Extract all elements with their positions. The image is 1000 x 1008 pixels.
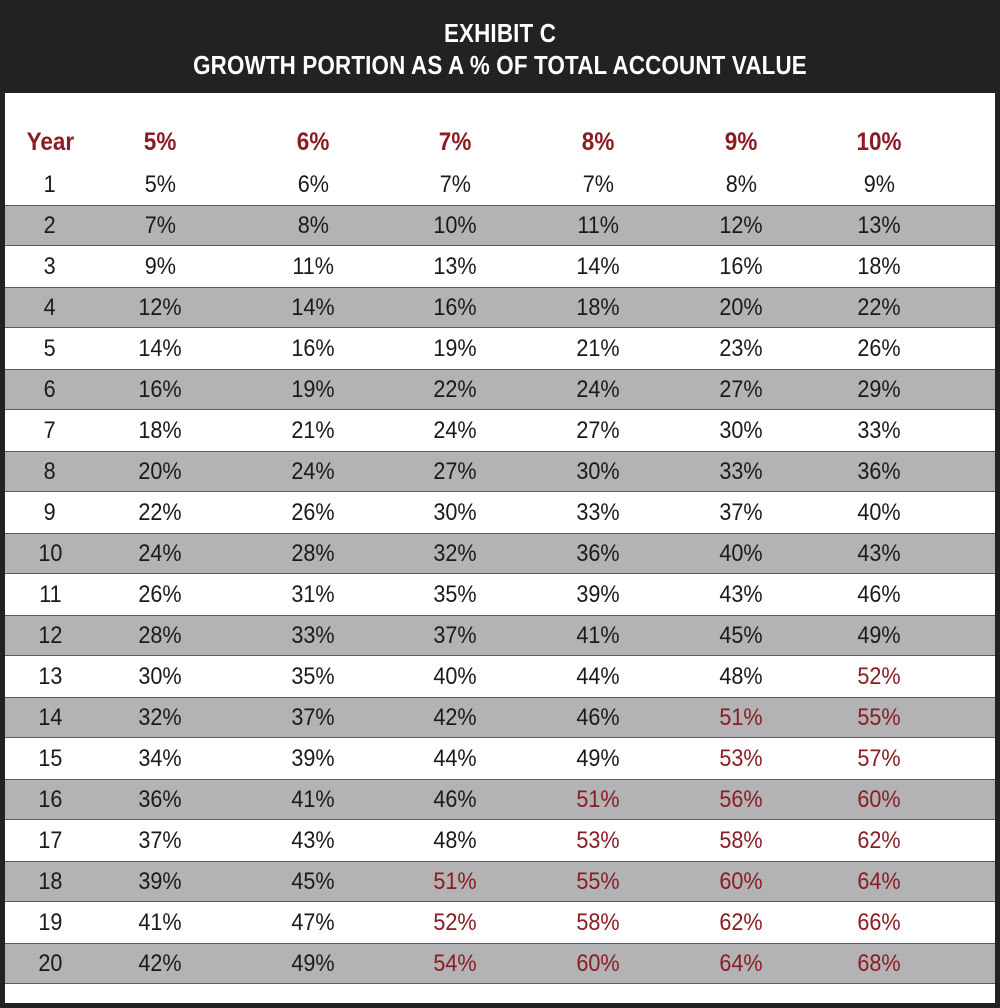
value-cell: 37%	[433, 621, 477, 649]
value-cell: 32%	[138, 703, 182, 731]
value-cell: 58%	[576, 908, 620, 936]
year-cell: 13	[37, 662, 63, 690]
value-cell: 46%	[576, 703, 620, 731]
value-cell: 22%	[138, 498, 182, 526]
column-header-rate: 8%	[581, 127, 615, 156]
value-cell: 19%	[291, 375, 335, 403]
value-cell: 68%	[857, 949, 901, 977]
value-cell: 30%	[433, 498, 477, 526]
value-cell: 49%	[857, 621, 901, 649]
value-cell: 60%	[576, 949, 620, 977]
value-cell: 14%	[576, 252, 620, 280]
value-cell: 16%	[433, 293, 477, 321]
year-cell: 18	[37, 867, 63, 895]
value-cell: 28%	[291, 539, 335, 567]
value-cell: 12%	[719, 211, 763, 239]
value-cell: 30%	[138, 662, 182, 690]
value-cell: 13%	[857, 211, 901, 239]
value-cell: 43%	[719, 580, 763, 608]
table-row	[5, 164, 995, 205]
value-cell: 11%	[577, 211, 619, 239]
value-cell: 20%	[138, 457, 182, 485]
value-cell: 36%	[857, 457, 901, 485]
value-cell: 16%	[719, 252, 763, 280]
value-cell: 40%	[719, 539, 763, 567]
column-header-year: Year	[26, 127, 74, 156]
value-cell: 49%	[291, 949, 335, 977]
value-cell: 41%	[576, 621, 620, 649]
value-cell: 19%	[433, 334, 477, 362]
value-cell: 27%	[576, 416, 620, 444]
value-cell: 30%	[719, 416, 763, 444]
value-cell: 16%	[291, 334, 335, 362]
value-cell: 62%	[857, 826, 901, 854]
value-cell: 21%	[576, 334, 620, 362]
table-row	[5, 738, 995, 779]
value-cell: 44%	[576, 662, 620, 690]
year-cell: 6	[43, 375, 57, 403]
value-cell: 5%	[144, 170, 176, 198]
value-cell: 60%	[857, 785, 901, 813]
year-cell: 12	[37, 621, 63, 649]
value-cell: 34%	[138, 744, 182, 772]
table-row	[5, 246, 995, 287]
growth-table	[5, 120, 995, 984]
value-cell: 37%	[291, 703, 335, 731]
year-cell: 9	[43, 498, 57, 526]
value-cell: 35%	[291, 662, 335, 690]
table-row	[5, 615, 995, 656]
value-cell: 28%	[138, 621, 182, 649]
value-cell: 48%	[433, 826, 477, 854]
table-row	[5, 697, 995, 738]
value-cell: 16%	[138, 375, 182, 403]
year-cell: 15	[37, 744, 63, 772]
table-row	[5, 779, 995, 820]
value-cell: 52%	[857, 662, 901, 690]
value-cell: 33%	[719, 457, 763, 485]
value-cell: 62%	[719, 908, 763, 936]
value-cell: 43%	[291, 826, 335, 854]
column-header-rate: 6%	[296, 127, 330, 156]
table-row	[5, 369, 995, 410]
value-cell: 24%	[576, 375, 620, 403]
value-cell: 51%	[719, 703, 763, 731]
column-header-rate: 7%	[438, 127, 472, 156]
table-row	[5, 533, 995, 574]
value-cell: 26%	[291, 498, 335, 526]
value-cell: 48%	[719, 662, 763, 690]
value-cell: 53%	[719, 744, 763, 772]
year-cell: 3	[43, 252, 57, 280]
value-cell: 52%	[433, 908, 477, 936]
value-cell: 36%	[138, 785, 182, 813]
value-cell: 64%	[719, 949, 763, 977]
value-cell: 46%	[857, 580, 901, 608]
value-cell: 18%	[857, 252, 901, 280]
value-cell: 18%	[138, 416, 182, 444]
value-cell: 53%	[576, 826, 620, 854]
value-cell: 31%	[291, 580, 335, 608]
value-cell: 54%	[433, 949, 477, 977]
value-cell: 11%	[292, 252, 334, 280]
value-cell: 60%	[719, 867, 763, 895]
table-row	[5, 861, 995, 902]
value-cell: 27%	[719, 375, 763, 403]
value-cell: 40%	[433, 662, 477, 690]
value-cell: 44%	[433, 744, 477, 772]
value-cell: 14%	[138, 334, 182, 362]
value-cell: 13%	[433, 252, 477, 280]
value-cell: 41%	[138, 908, 182, 936]
table-row	[5, 328, 995, 369]
value-cell: 26%	[857, 334, 901, 362]
table-row	[5, 574, 995, 615]
value-cell: 14%	[291, 293, 335, 321]
year-cell: 2	[43, 211, 57, 239]
value-cell: 8%	[297, 211, 329, 239]
value-cell: 57%	[857, 744, 901, 772]
year-cell: 5	[43, 334, 57, 362]
value-cell: 33%	[576, 498, 620, 526]
value-cell: 20%	[719, 293, 763, 321]
value-cell: 45%	[719, 621, 763, 649]
value-cell: 7%	[582, 170, 614, 198]
column-header-rate: 5%	[143, 127, 177, 156]
value-cell: 42%	[138, 949, 182, 977]
value-cell: 22%	[433, 375, 477, 403]
value-cell: 12%	[138, 293, 182, 321]
value-cell: 56%	[719, 785, 763, 813]
value-cell: 40%	[857, 498, 901, 526]
table-row	[5, 943, 995, 984]
value-cell: 39%	[138, 867, 182, 895]
column-header-rate: 9%	[724, 127, 758, 156]
table-row	[5, 451, 995, 492]
value-cell: 37%	[138, 826, 182, 854]
value-cell: 58%	[719, 826, 763, 854]
value-cell: 27%	[433, 457, 477, 485]
value-cell: 64%	[857, 867, 901, 895]
value-cell: 45%	[291, 867, 335, 895]
value-cell: 24%	[291, 457, 335, 485]
value-cell: 18%	[576, 293, 620, 321]
year-cell: 14	[37, 703, 63, 731]
value-cell: 43%	[857, 539, 901, 567]
value-cell: 49%	[576, 744, 620, 772]
value-cell: 7%	[144, 211, 176, 239]
value-cell: 30%	[576, 457, 620, 485]
value-cell: 39%	[291, 744, 335, 772]
exhibit-header	[5, 5, 995, 93]
value-cell: 7%	[439, 170, 471, 198]
value-cell: 47%	[291, 908, 335, 936]
value-cell: 51%	[433, 867, 477, 895]
value-cell: 9%	[863, 170, 895, 198]
value-cell: 23%	[719, 334, 763, 362]
value-cell: 24%	[138, 539, 182, 567]
value-cell: 55%	[857, 703, 901, 731]
year-cell: 16	[37, 785, 63, 813]
value-cell: 39%	[576, 580, 620, 608]
value-cell: 6%	[297, 170, 329, 198]
table-row	[5, 287, 995, 328]
value-cell: 36%	[576, 539, 620, 567]
table-row	[5, 205, 995, 246]
value-cell: 66%	[857, 908, 901, 936]
year-cell: 1	[43, 170, 57, 198]
value-cell: 55%	[576, 867, 620, 895]
value-cell: 33%	[857, 416, 901, 444]
value-cell: 22%	[857, 293, 901, 321]
value-cell: 51%	[576, 785, 620, 813]
year-cell: 20	[37, 949, 63, 977]
table-row	[5, 820, 995, 861]
value-cell: 24%	[433, 416, 477, 444]
year-cell: 17	[37, 826, 63, 854]
value-cell: 32%	[433, 539, 477, 567]
year-cell: 8	[43, 457, 57, 485]
value-cell: 10%	[433, 211, 477, 239]
value-cell: 8%	[725, 170, 757, 198]
year-cell: 19	[37, 908, 63, 936]
value-cell: 46%	[433, 785, 477, 813]
exhibit-title: EXHIBIT C	[443, 18, 557, 48]
year-cell: 4	[43, 293, 57, 321]
value-cell: 29%	[857, 375, 901, 403]
value-cell: 41%	[291, 785, 335, 813]
year-cell: 7	[43, 416, 57, 444]
value-cell: 21%	[291, 416, 335, 444]
value-cell: 42%	[433, 703, 477, 731]
table-row	[5, 902, 995, 943]
value-cell: 9%	[144, 252, 176, 280]
column-header-rate: 10%	[856, 127, 902, 156]
value-cell: 35%	[433, 580, 477, 608]
value-cell: 33%	[291, 621, 335, 649]
year-cell: 10	[37, 539, 63, 567]
exhibit-subtitle: GROWTH PORTION AS A % OF TOTAL ACCOUNT VALUE	[193, 50, 807, 80]
year-cell: 11	[38, 580, 62, 608]
value-cell: 26%	[138, 580, 182, 608]
table-row	[5, 492, 995, 533]
table-row	[5, 410, 995, 451]
table-header-row	[5, 120, 995, 164]
value-cell: 37%	[719, 498, 763, 526]
table-row	[5, 656, 995, 697]
